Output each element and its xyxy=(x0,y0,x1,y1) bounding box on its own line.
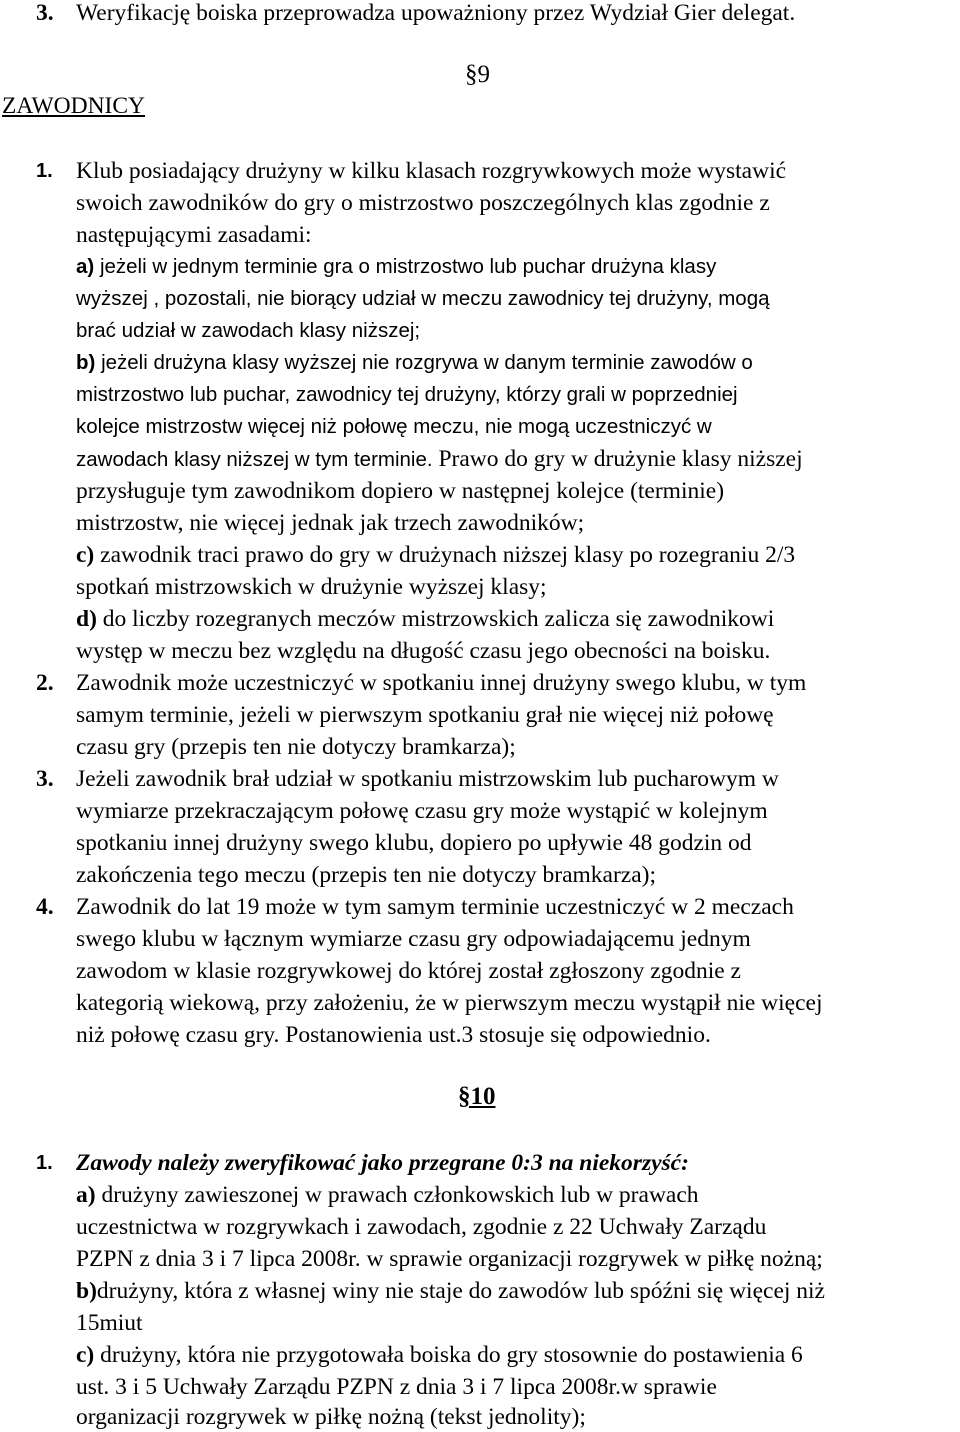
section-symbol: §10 xyxy=(458,1083,496,1110)
section-item-heading: Zawody należy zweryfikować jako przegrane 0:3 na niekorzyść: xyxy=(76,1150,689,1176)
section-heading: ZAWODNICY xyxy=(2,93,146,119)
paragraph-line: Weryfikację boiska przeprowadza upoważniony przez Wydział Gier delegat. xyxy=(76,0,796,26)
subitem-label: c) xyxy=(76,542,95,568)
paragraph-text: zawodach klasy niższej w tym terminie. xyxy=(76,448,433,471)
paragraph-line: PZPN z dnia 3 i 7 lipca 2008r. w sprawie organizacji rozgrywek w piłkę nożną; xyxy=(76,1246,823,1272)
paragraph-line: wymiarze przekraczającym połowę czasu gry może wystąpić w kolejnym xyxy=(76,798,768,824)
paragraph-line: niż połowę czasu gry. Postanowienia ust.3 stosuje się odpowiednio. xyxy=(76,1022,711,1048)
subitem-text: jeżeli w jednym terminie gra o mistrzostwo lub puchar drużyna klasy xyxy=(99,255,717,278)
subitem-label: a) xyxy=(76,1182,96,1208)
subitem-text: drużyny, która nie przygotowała boiska do gry stosownie do postawienia 6 xyxy=(100,1342,803,1368)
subitem-a xyxy=(76,1180,699,1210)
subitem-c xyxy=(76,1340,803,1370)
subitem-b xyxy=(76,348,753,378)
paragraph-line-mixed xyxy=(76,444,803,475)
paragraph-line: przysługuje tym zawodnikom dopiero w następnej kolejce (terminie) xyxy=(76,478,725,504)
paragraph-line: zawodom w klasie rozgrywkowej do której został zgłoszony zgodnie z xyxy=(76,958,741,984)
item-number: 1. xyxy=(36,160,53,182)
section-symbol: §9 xyxy=(465,61,490,88)
paragraph-line: czasu gry (przepis ten nie dotyczy bramkarza); xyxy=(76,734,516,760)
paragraph-line: Klub posiadający drużyny w kilku klasach rozgrywkowych może wystawić xyxy=(76,158,787,184)
paragraph-line: 15miut xyxy=(76,1310,143,1336)
paragraph-line: kolejce mistrzostw więcej niż połowę meczu, nie mogą uczestniczyć w xyxy=(76,415,712,438)
paragraph-line: występ w meczu bez względu na długość czasu jego obecności na boisku. xyxy=(76,638,771,664)
paragraph-line: ust. 3 i 5 Uchwały Zarządu PZPN z dnia 3 i 7 lipca 2008r.w sprawie xyxy=(76,1374,717,1400)
subitem-text: do liczby rozegranych meczów mistrzowskich zalicza się zawodnikowi xyxy=(102,606,775,632)
subitem-text: drużyny zawieszonej w prawach członkowskich lub w prawach xyxy=(101,1182,699,1208)
paragraph-line: swego klubu w łącznym wymiarze czasu gry odpowiadającemu jednym xyxy=(76,926,751,952)
subitem-label: c) xyxy=(76,1342,95,1368)
paragraph-line: zakończenia tego meczu (przepis ten nie dotyczy bramkarza); xyxy=(76,862,657,888)
paragraph-line: spotkaniu innej drużyny swego klubu, dopiero po upływie 48 godzin od xyxy=(76,830,752,856)
subitem-label: d) xyxy=(76,606,97,632)
paragraph-line: Zawodnik do lat 19 może w tym samym terminie uczestniczyć w 2 meczach xyxy=(76,894,794,920)
subitem-c xyxy=(76,540,795,570)
paragraph-line: Zawodnik może uczestniczyć w spotkaniu innej drużyny swego klubu, w tym xyxy=(76,670,807,696)
paragraph-line: kategorią wiekową, przy założeniu, że w pierwszym meczu wystąpił nie więcej xyxy=(76,990,823,1016)
subitem-d xyxy=(76,604,774,634)
paragraph-line: mistrzostwo lub puchar, zawodnicy tej drużyny, którzy grali w poprzedniej xyxy=(76,383,738,406)
subitem-text: zawodnik traci prawo do gry w drużynach niższej klasy po rozegraniu 2/3 xyxy=(100,542,796,568)
paragraph-line: mistrzostw, nie więcej jednak jak trzech zawodników; xyxy=(76,510,585,536)
item-number: 1. xyxy=(36,1152,53,1174)
subitem-label: b) xyxy=(76,1278,97,1304)
item-number: 3. xyxy=(36,0,54,26)
subitem-text: drużyny, która z własnej winy nie staje do zawodów lub spóźni się więcej niż xyxy=(96,1278,825,1304)
item-number: 4. xyxy=(36,894,54,920)
paragraph-line: spotkań mistrzowskich w drużynie wyższej klasy; xyxy=(76,574,547,600)
paragraph-line: wyższej , pozostali, nie biorący udział w meczu zawodnicy tej drużyny, mogą xyxy=(76,287,770,310)
paragraph-line: Jeżeli zawodnik brał udział w spotkaniu mistrzowskim lub pucharowym w xyxy=(76,766,779,792)
paragraph-line: samym terminie, jeżeli w pierwszym spotkaniu grał nie więcej niż połowę xyxy=(76,702,774,728)
paragraph-line: organizacji rozgrywek w piłkę nożną (tekst jednolity); xyxy=(76,1404,586,1430)
paragraph-line: następującymi zasadami: xyxy=(76,222,312,248)
subitem-text: jeżeli drużyna klasy wyższej nie rozgrywa w danym terminie zawodów o xyxy=(101,351,753,374)
item-number: 2. xyxy=(36,670,54,696)
paragraph-line: swoich zawodników do gry o mistrzostwo poszczególnych klas zgodnie z xyxy=(76,190,770,216)
paragraph-line: uczestnictwa w rozgrywkach i zawodach, zgodnie z 22 Uchwały Zarządu xyxy=(76,1214,767,1240)
subitem-a xyxy=(76,252,716,282)
subitem-b xyxy=(76,1276,825,1306)
subitem-label: a) xyxy=(76,255,95,278)
subitem-label: b) xyxy=(76,351,96,374)
paragraph-line: brać udział w zawodach klasy niższej; xyxy=(76,319,421,342)
paragraph-text: Prawo do gry w drużynie klasy niższej xyxy=(438,446,803,472)
item-number: 3. xyxy=(36,766,54,792)
